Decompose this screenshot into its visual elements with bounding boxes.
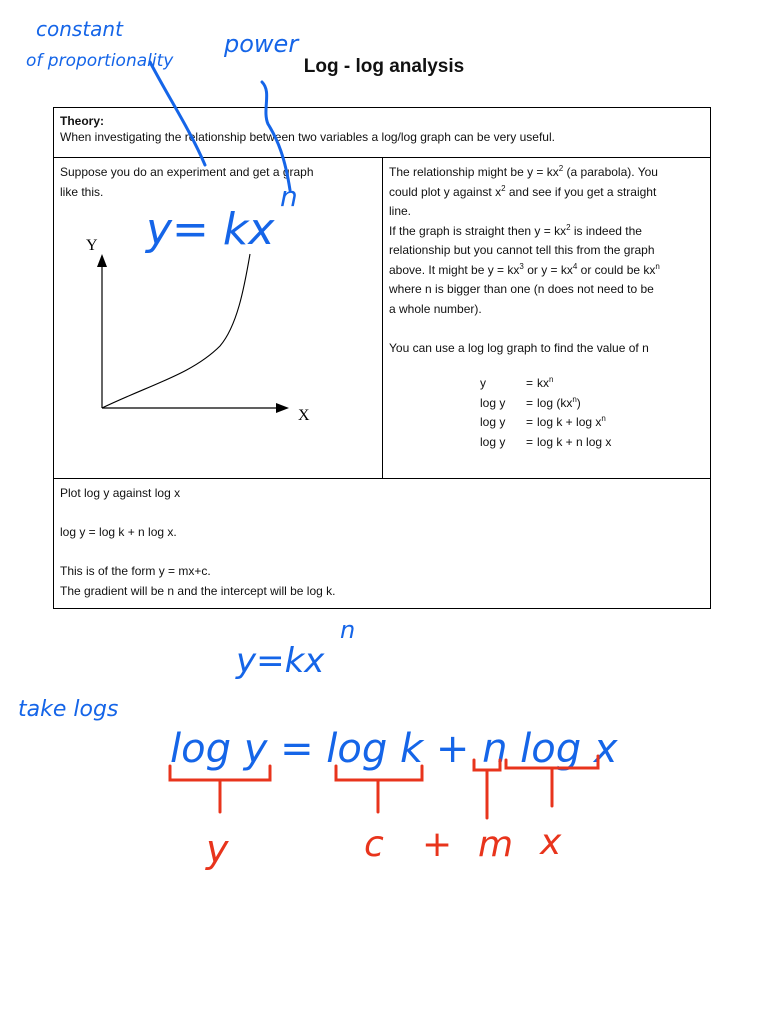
handwritten-eq-logs: log y = log k + n log x [170,726,618,772]
handwritten-note-proportionality: of proportionality [26,51,174,71]
derivation-line: log y = log k + n log x [480,434,612,449]
explanation-line-1: The relationship might be $y = kx^2$ (a parabola). You [389,164,658,179]
handwritten-note-take-logs: take logs [18,697,119,722]
explanation-line-6: above. It might be $y = kx^3$ or $y = kx^4$ or could be $kx^n$ [389,261,660,277]
handwritten-eq-top-exp: n [280,180,298,213]
page-title: Log - log analysis [303,56,465,77]
derivation-line: y = $kx^n$ [480,375,554,390]
summary-line-1: Plot log y against log x [60,486,181,500]
handwritten-note-constant: constant [36,17,123,41]
summary-line-4: The gradient will be n and the intercept will be log k. [60,583,336,598]
explanation-line-2: could plot y against $x^2$ and see if you get a straight [389,183,657,199]
graph-intro-line1: Suppose you do an experiment and get a graph [60,165,314,179]
log-derivation [480,374,680,452]
mapping-y: y [206,827,229,871]
curve [102,254,250,408]
x-axis-arrow [276,403,289,413]
theory-row [54,108,710,158]
graph-cell [54,158,383,479]
explanation-cell [383,158,710,479]
mapping-m: m [478,824,514,865]
mapping-x: x [540,822,562,863]
explanation-line-8: a whole number). [389,301,482,316]
y-axis-arrow [97,254,107,267]
handwritten-eq-mid-exp: n [340,616,356,644]
derivation-line: log y = $\log k + \log x^n$ [480,414,606,429]
graph-intro-line2: like this. [60,184,104,199]
explanation-line-5: relationship but you cannot tell this from the graph [389,243,655,257]
mapping-plus: + [422,824,453,865]
theory-heading: Theory: [60,114,105,128]
handwritten-note-power: power [224,30,299,58]
mapping-c: c [364,824,384,865]
content-table [53,107,711,609]
handwritten-eq-mid: y=kx [236,641,325,681]
explanation-line-3: line. [389,204,412,218]
red-braces [170,756,598,818]
explanation-line-7: where n is bigger than one (n does not need to be [389,282,654,296]
x-axis-label: X [298,407,310,424]
y-axis-label: Y [86,237,98,254]
theory-text: When investigating the relationship between two variables a log/log graph can be very useful. [60,130,555,144]
derivation-line: log y = $\log (kx^n)$ [480,394,581,410]
summary-line-2: log y = log k + n log x. [60,525,177,539]
summary-row [54,479,710,608]
summary-line-3: This is of the form y = mx+c. [60,564,211,578]
handwritten-eq-top: y= kx [146,204,275,255]
sketch-graph [82,234,322,434]
explanation-line-9: You can use a log log graph to find the value of n [389,340,649,355]
explanation-line-4: If the graph is straight then $y = kx^2$ is indeed the [389,222,642,238]
